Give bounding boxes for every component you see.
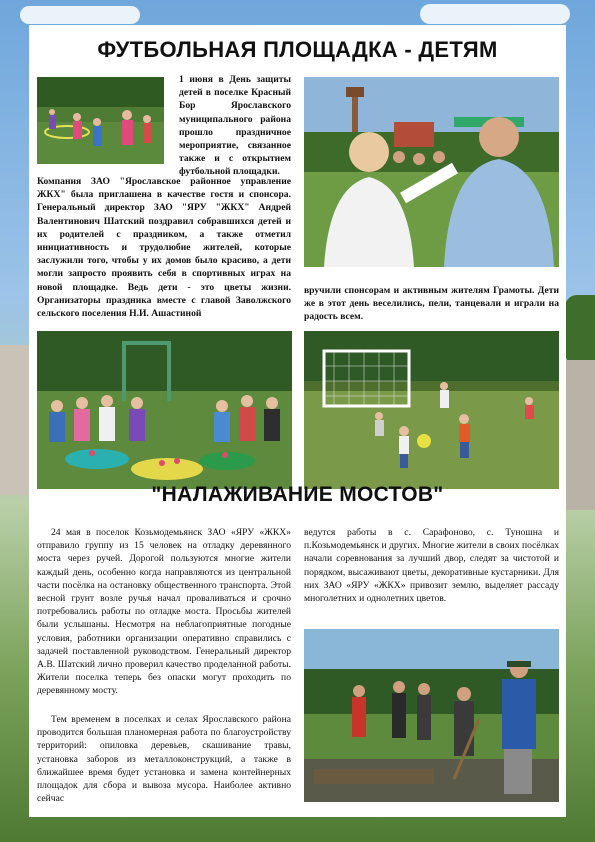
article-paragraph: 24 мая в поселок Козьмодемьянск ЗАО «ЯРУ «ЖКХ» отправило группу из 15 человек на отладку деревянного моста через ручей. Дорогой пользуются многие жители каждый день, особенно когда направляются из центральной части посёлка на остановку общественного транспорта. Этой весной грунт возле ручья начал проваливаться и срочно потребовались работы по отладке моста. Просьбы жителей были услышаны. Несмотря на неблагоприятные погодные условия, работники организации оперативно справились с задачей поставленной руководством. Генеральный директор А.В. Шатский лично проверил качество проделанной работы. Жители поселка теперь без опаски могут проходить по деревянному мосту. (37, 527, 291, 697)
article-body: Компания ЗАО "Ярославское районное управление ЖКХ" была приглашена в качестве гостя и спонсора. Генеральный директор ЗАО "ЯРУ "ЖКХ" Андрей Валентинович Шатский поздравил собравшихся детей и их родителей с праздником, а также отметил инициативность и трудолюбие жителей, которые заслужили того, чтобы у их домов было красиво, а дети могли запросто проявить себя в спортивных играх на новой площадке. Ведь дети - это цветы жизни. Организаторы праздника вместе с главой Заволжского сельского поселения Н.И. Ашастиной (37, 176, 291, 320)
article-continuation: вручили спонсорам и активным жителям Грамоты. Дети же в этот день веселились, пели, танцевали и играли на радость всем. (304, 285, 559, 323)
article-paragraph: ведутся работы в с. Сарафоново, с. Туношна и п.Козьмодемьянск и других. Многие жители в своих посёлках начали соревнования за лучший двор, следят за чистотой и порядком, высаживают цветы, декоративные кустарники. Для них ЗАО «ЯРУ «ЖКХ» привозит землю, выделяет рассаду многолетних и однолетних цветов. (304, 527, 559, 605)
article-title: ФУТБОЛЬНАЯ ПЛОЩАДКА - ДЕТЯМ (97, 37, 498, 62)
background-cloud (20, 6, 140, 24)
photo-football-field (304, 331, 559, 489)
background-tree (565, 295, 595, 365)
article-paragraph: Тем временем в поселках и селах Ярославского района проводится большая планомерная работа по благоустройству территорий: опиловка деревьев, скашивание травы, установка заборов из металлоконструкций, а также в ближайшее время будет установка и замена контейнерных площадок для сбора и вывоза мусора. Наиболее активно сейчас (37, 714, 291, 805)
article-title: "НАЛАЖИВАНИЕ МОСТОВ" (151, 483, 444, 506)
background-building (565, 360, 595, 510)
photo-children-dancing (37, 77, 164, 164)
article-intro: 1 июня в День защиты детей в поселке Красный Бор Ярославского муниципального района прошло праздничное мероприятие, связанное также и с открытием футбольной площадки. (179, 74, 291, 178)
photo-award-ceremony (304, 77, 559, 267)
background-cloud (420, 4, 570, 24)
photo-bridge-workers (304, 629, 559, 802)
photo-crowd-flowerbeds (37, 331, 292, 489)
newspaper-page (29, 25, 566, 817)
